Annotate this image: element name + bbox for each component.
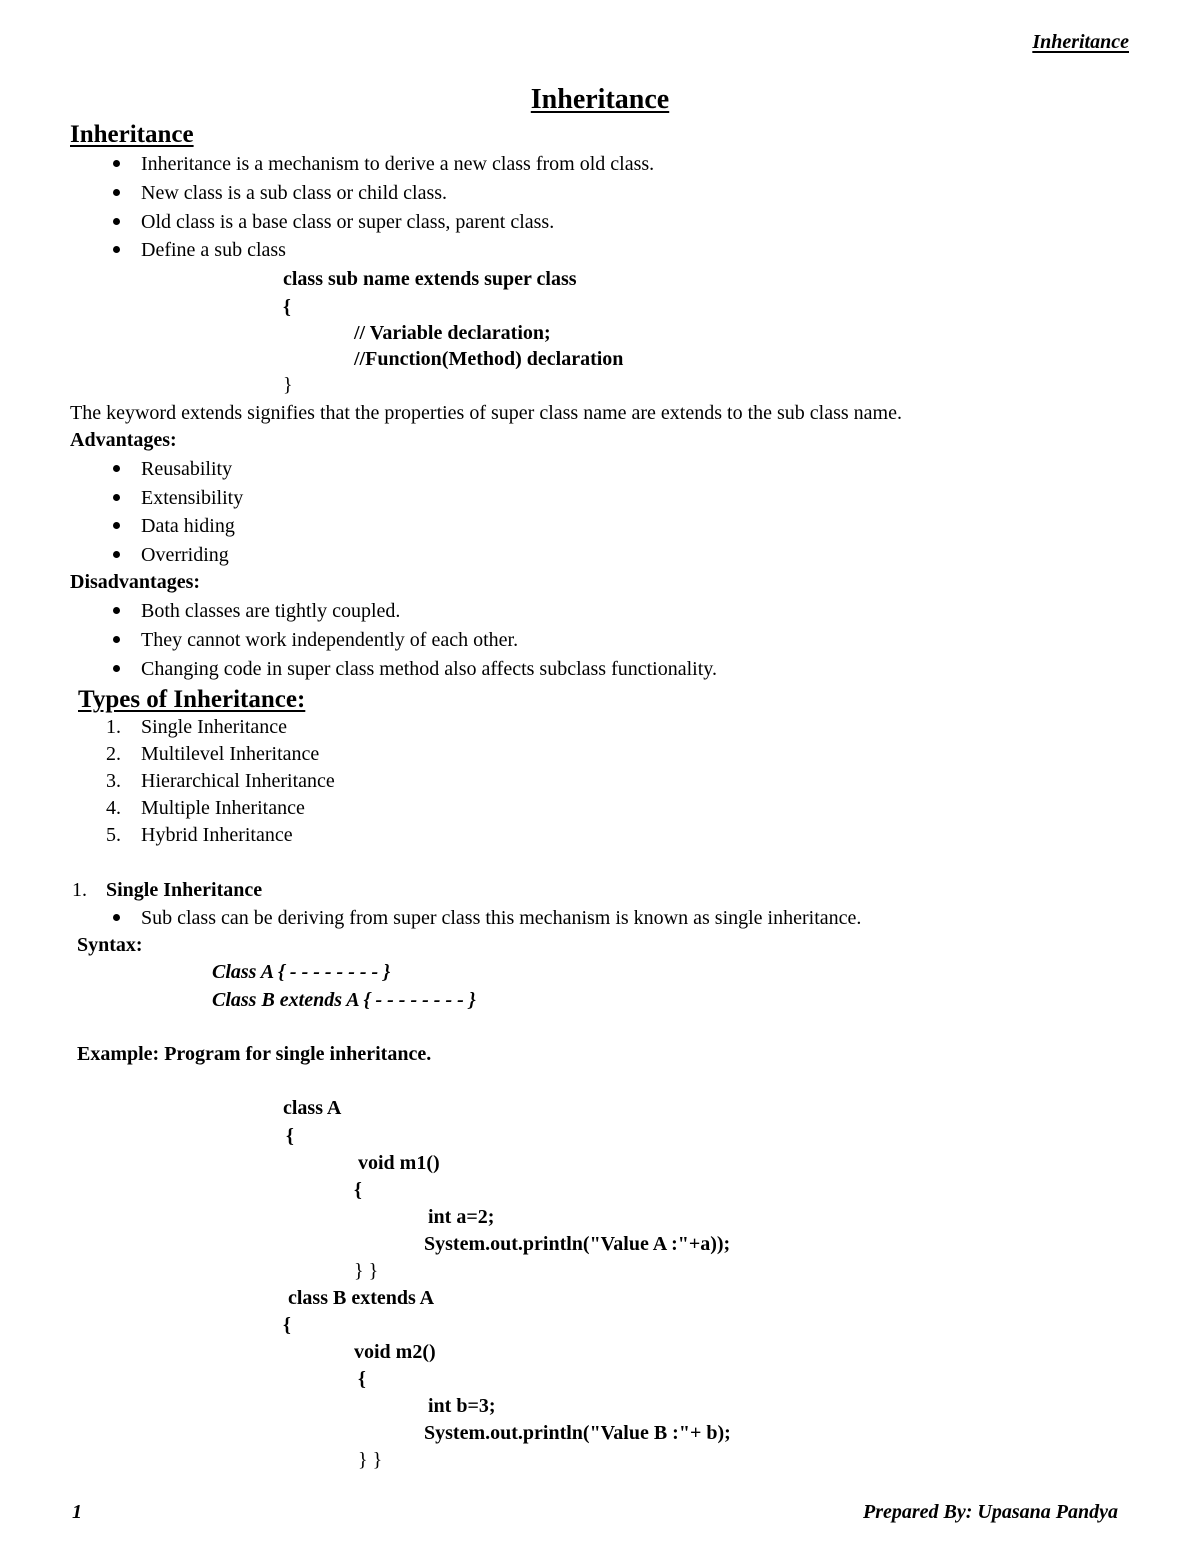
code-line: {	[283, 1314, 291, 1336]
list-item: Data hiding	[141, 515, 235, 537]
extends-note: The keyword extends signifies that the properties of super class name are extends to the sub class name.	[70, 402, 902, 424]
page-number: 1	[72, 1501, 82, 1523]
advantages-heading: Advantages:	[70, 429, 177, 451]
footer-author: Prepared By: Upasana Pandya	[863, 1501, 1118, 1523]
bullet-icon	[113, 494, 120, 501]
bullet-icon	[113, 522, 120, 529]
code-line: {	[358, 1368, 366, 1390]
bullet-icon	[113, 551, 120, 558]
list-item: Sub class can be deriving from super class this mechanism is known as single inheritance.	[141, 907, 862, 929]
list-item: Both classes are tightly coupled.	[141, 600, 401, 622]
section-number: 1.	[72, 879, 87, 901]
list-item: Multilevel Inheritance	[141, 743, 320, 765]
code-line: class A	[283, 1097, 342, 1119]
list-item: Reusability	[141, 458, 233, 480]
code-line: {	[286, 1125, 294, 1147]
code-line: } }	[358, 1449, 383, 1471]
section-heading-inheritance: Inheritance	[70, 121, 194, 148]
code-line: class sub name extends super class	[283, 268, 577, 290]
disadvantages-heading: Disadvantages:	[70, 571, 201, 593]
list-item: Overriding	[141, 544, 229, 566]
code-line: void m2()	[354, 1341, 436, 1363]
list-item: Inheritance is a mechanism to derive a new class from old class.	[141, 153, 655, 175]
code-line: int b=3;	[428, 1395, 496, 1417]
bullet-icon	[113, 160, 120, 167]
list-item: Multiple Inheritance	[141, 797, 305, 819]
list-item: New class is a sub class or child class.	[141, 182, 448, 204]
code-line: //Function(Method) declaration	[354, 348, 624, 370]
bullet-icon	[113, 189, 120, 196]
code-line: } }	[354, 1260, 379, 1282]
code-line: }	[283, 374, 293, 396]
list-number: 5.	[106, 824, 121, 846]
page-title: Inheritance	[530, 84, 670, 115]
syntax-line: Class A { - - - - - - - - }	[212, 961, 391, 983]
single-inheritance-heading: Single Inheritance	[106, 879, 263, 901]
example-label: Example: Program for single inheritance.	[77, 1043, 432, 1065]
list-item: Hybrid Inheritance	[141, 824, 293, 846]
code-line: // Variable declaration;	[354, 322, 551, 344]
bullet-icon	[113, 665, 120, 672]
list-item: Hierarchical Inheritance	[141, 770, 335, 792]
bullet-icon	[113, 246, 120, 253]
code-line: {	[354, 1179, 362, 1201]
bullet-icon	[113, 607, 120, 614]
list-item: Define a sub class	[141, 239, 286, 261]
list-number: 2.	[106, 743, 121, 765]
code-line: void m1()	[358, 1152, 440, 1174]
list-number: 4.	[106, 797, 121, 819]
list-item: Changing code in super class method also affects subclass functionality.	[141, 658, 717, 680]
code-line: int a=2;	[428, 1206, 495, 1228]
bullet-icon	[113, 465, 120, 472]
list-number: 3.	[106, 770, 121, 792]
list-item: Old class is a base class or super class, parent class.	[141, 211, 555, 233]
running-header: Inheritance	[1032, 31, 1129, 53]
code-line: System.out.println("Value B :"+ b);	[424, 1422, 731, 1444]
code-line: System.out.println("Value A :"+a));	[424, 1233, 731, 1255]
code-line: class B extends A	[288, 1287, 435, 1309]
code-line: {	[283, 296, 291, 318]
list-item: Single Inheritance	[141, 716, 288, 738]
bullet-icon	[113, 636, 120, 643]
list-item: They cannot work independently of each other.	[141, 629, 519, 651]
syntax-line: Class B extends A { - - - - - - - - }	[212, 989, 476, 1011]
list-item: Extensibility	[141, 487, 244, 509]
list-number: 1.	[106, 716, 121, 738]
bullet-icon	[113, 914, 120, 921]
syntax-label: Syntax:	[77, 934, 143, 956]
types-heading: Types of Inheritance:	[78, 686, 306, 713]
bullet-icon	[113, 218, 120, 225]
